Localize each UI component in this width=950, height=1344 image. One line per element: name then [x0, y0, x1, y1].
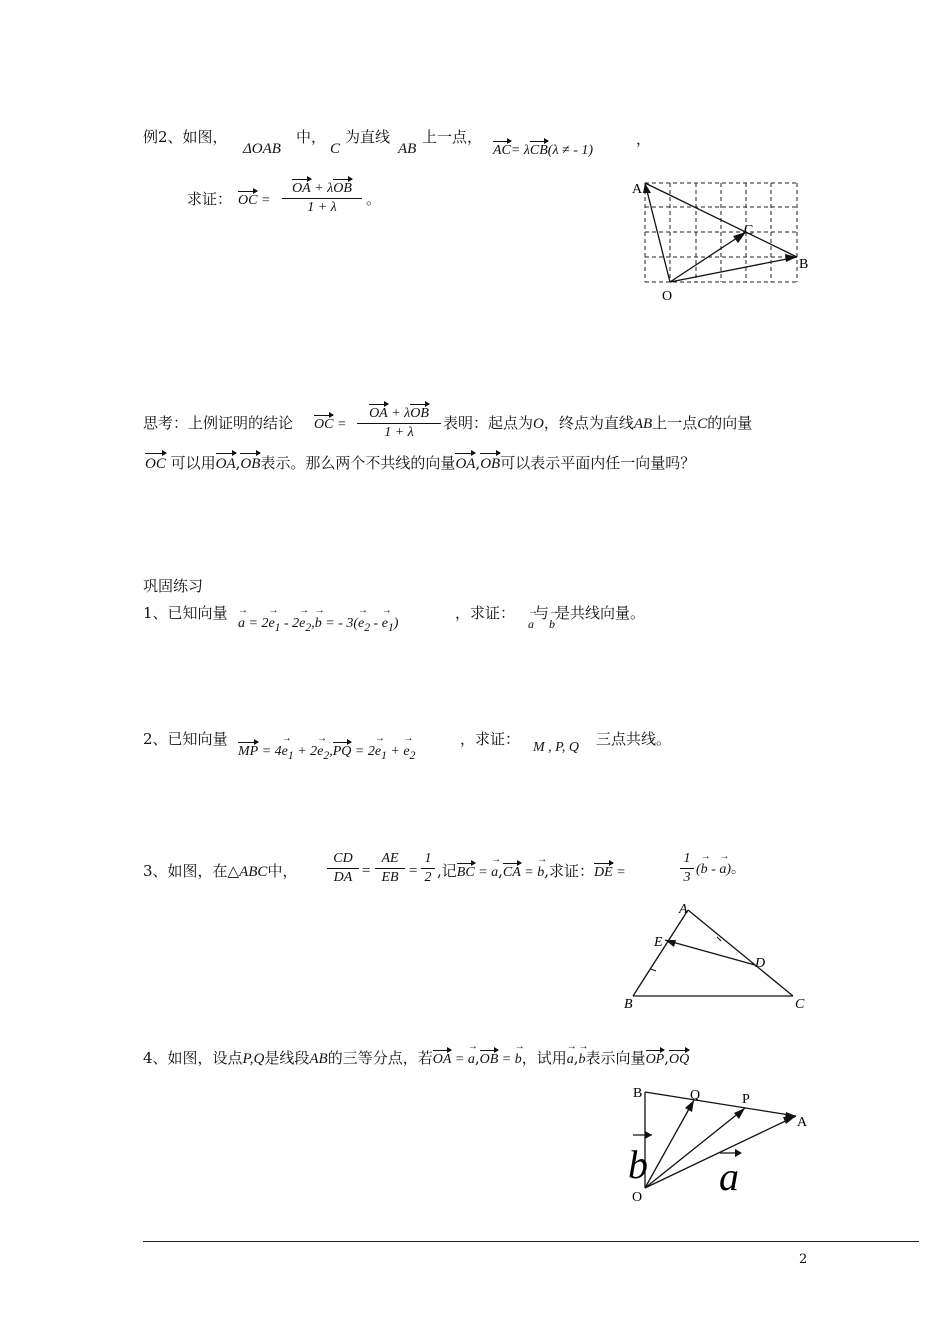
fig1-label-a: A [632, 182, 643, 197]
prove-label: 求证： [187, 190, 233, 208]
q2-prove: ，求证： [460, 730, 521, 748]
arrowhead-p [734, 1108, 745, 1119]
fig4-label-vec-b: b [628, 1142, 648, 1187]
fig4-label-q: Q [690, 1088, 701, 1103]
fig1-label-o: O [662, 289, 673, 304]
page-number: 2 [799, 1252, 808, 1267]
q2-points: M , P, Q [533, 740, 580, 755]
fig3-label-d: D [755, 956, 766, 971]
think-line2: OC 可以用OA,OB表示。那么两个不共线的向量OA,OB可以表示平面内任一向量吗？ [145, 454, 696, 472]
q3-fraction-cd-da: CD DA [327, 851, 359, 886]
think-fraction [357, 403, 441, 441]
fraction-denominator: 1 + λ [307, 200, 337, 215]
example2-figure [625, 175, 815, 305]
triangle-oab: ΔOAB [243, 141, 281, 157]
fig3-label-b: B [624, 997, 633, 1012]
fraction-numerator: OA + λOB [282, 178, 362, 197]
q3-triangle-figure [615, 895, 815, 1015]
example2-zhong: 中， [296, 128, 327, 146]
fig3-label-e: E [654, 935, 663, 950]
q3-eq1: = [361, 863, 372, 879]
tick-ad [717, 937, 721, 941]
point-c-label: C [330, 141, 341, 157]
q3-fraction-third: 1 3 [680, 851, 694, 886]
fig3-label-c: C [795, 997, 805, 1012]
condition-formula: AC= λCB(λ ≠ - 1) [493, 140, 593, 160]
think-line1-tail: 表明：起点为O，终点为直线AB上一点C的向量 [443, 414, 753, 432]
example2-prefix: 例2、如图， [143, 128, 228, 146]
fig4-label-vec-a: a [719, 1154, 739, 1199]
segment-ab [645, 183, 797, 257]
q1-conclusion: a →与b →是共线向量。 [528, 604, 645, 631]
q3-fraction-ae-eb: AE EB [375, 851, 405, 886]
footer-rule [143, 1241, 919, 1242]
fig3-label-a: A [679, 902, 688, 917]
q3-tail: (b → - a →)。 [696, 862, 745, 879]
segment-oq [645, 1100, 694, 1188]
prove-lhs: OC = [238, 190, 270, 210]
prove-end: 。 [366, 190, 382, 208]
q1-prefix: 1、已知向量 [143, 604, 228, 622]
example2-comma: ， [636, 130, 652, 148]
think-numerator: OA + λOB [357, 403, 441, 422]
q2-prefix: 2、已知向量 [143, 730, 228, 748]
grid-lines [645, 183, 797, 282]
q1-prove: ，求证： [455, 604, 516, 622]
think-lhs: OC = [314, 414, 346, 434]
vector-ac: AC [493, 140, 511, 160]
vector-cb: CB [530, 140, 548, 160]
side-ab [633, 910, 688, 996]
think-denominator: 1 + λ [384, 425, 414, 440]
line-ab-label: AB [398, 141, 417, 157]
fig4-label-o: O [632, 1190, 643, 1205]
fig4-label-b: B [633, 1086, 643, 1101]
tick-eb [651, 969, 656, 971]
example2-one-point: 上一点， [422, 128, 483, 146]
q2-tail: 三点共线。 [596, 730, 672, 748]
practice-heading: 巩固练习 [143, 577, 204, 595]
vector-oc: OC [238, 190, 257, 210]
q3-middle: ,记BC = a →,CA = b →,求证：DE = [437, 862, 626, 882]
q3-fraction-half: 1 2 [421, 851, 435, 886]
fig1-label-c: C [744, 223, 754, 238]
q1-formula: a → = $2e \to_1 - 2e \to_2,b$ → = - $3(e \to_2 - e \to_1)$ [238, 616, 398, 635]
example2-on-line: 为直线 [345, 128, 391, 146]
fig4-label-a: A [797, 1115, 808, 1130]
think-label: 思考：上例证明的结论 [143, 414, 294, 432]
q3-prefix: 3、如图，在△ABC中， [143, 862, 298, 880]
fig4-label-p: P [742, 1092, 750, 1107]
q3-eq2: = [408, 863, 419, 879]
q4-statement: 4、如图，设点P,Q是线段AB的三等分点，若OA = a →,OB = b →，试用a →,b →表示向量OP,OQ [143, 1049, 689, 1069]
arrow-b-head [645, 1131, 652, 1139]
fig1-label-b: B [799, 257, 809, 272]
example2-statement [143, 128, 228, 146]
q2-formula: MP = $4e \to_1 + 2e \to_2,PQ = 2e \to_1 + e \to_2$ [238, 741, 415, 763]
prove-fraction [282, 178, 362, 216]
segment-ba [645, 1092, 796, 1116]
q4-vector-figure [620, 1080, 820, 1205]
side-ac [688, 910, 793, 996]
segment-de [665, 940, 755, 965]
